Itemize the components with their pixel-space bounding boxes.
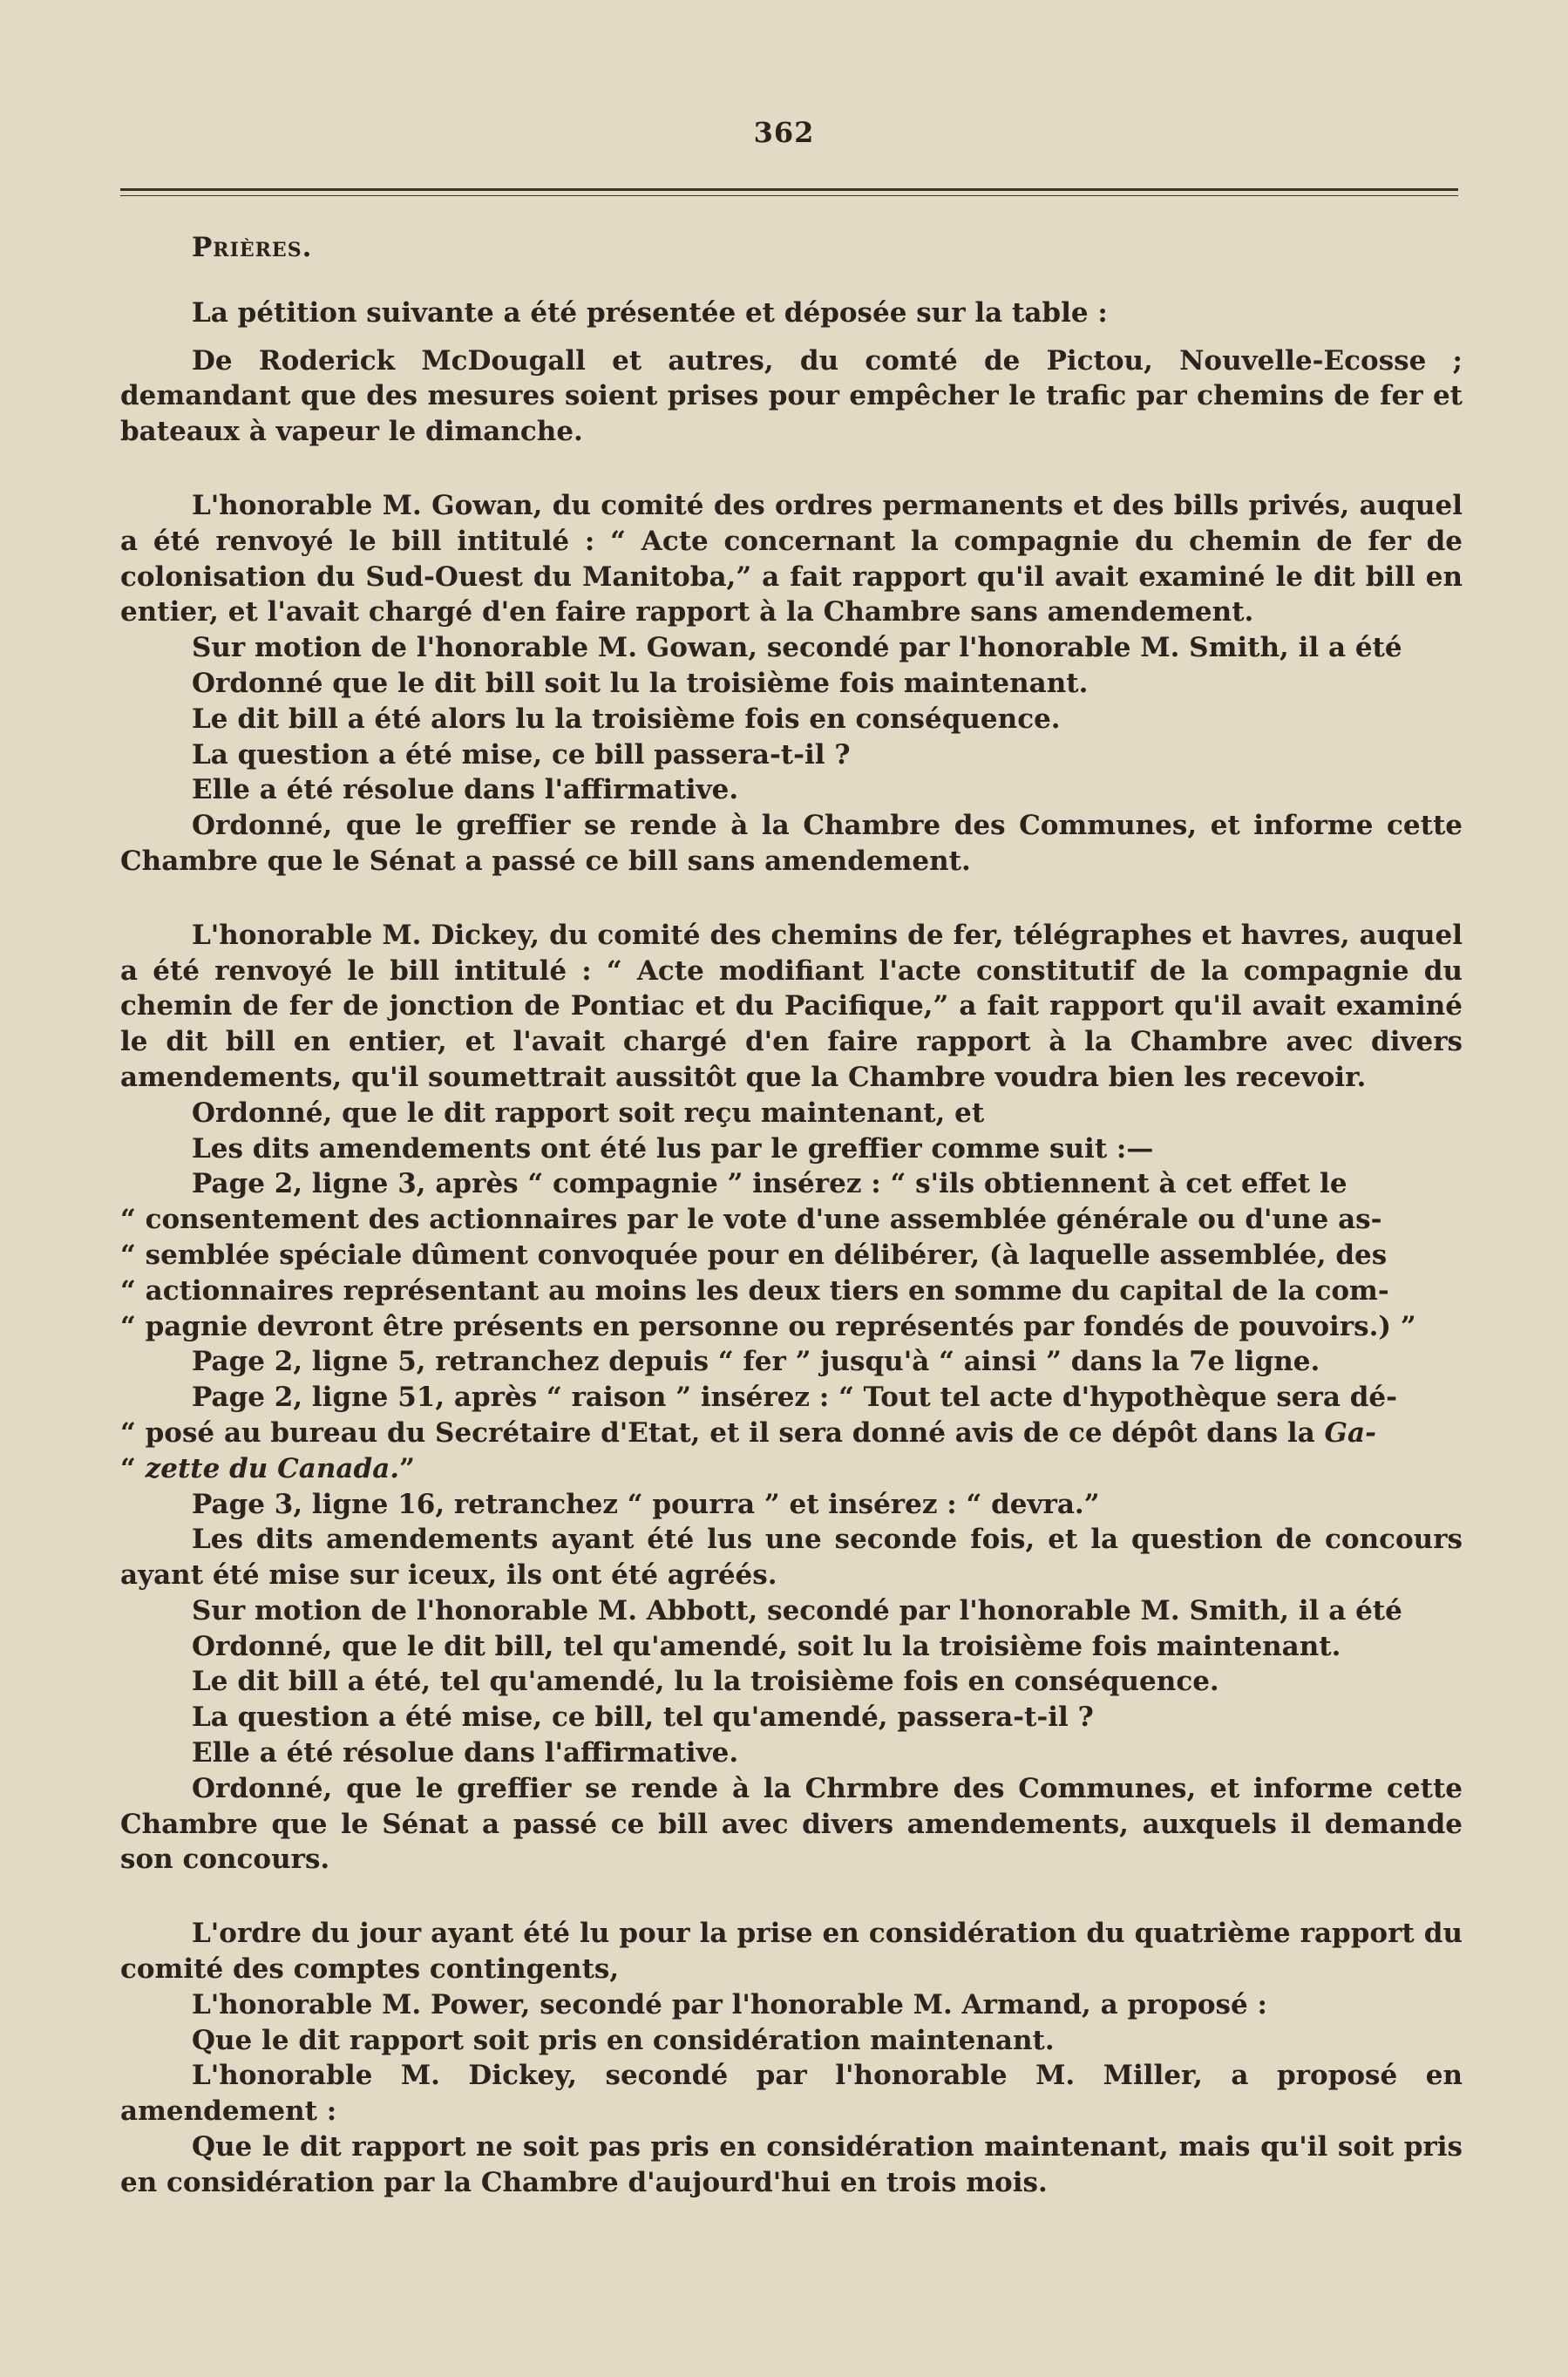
amendment-line xyxy=(120,1416,1463,1451)
amendment-line: “ semblée spéciale dûment convoquée pour en délibérer, (à laquelle assemblée, des xyxy=(120,1239,1388,1271)
section-heading: Prières. xyxy=(192,232,313,263)
spacer xyxy=(120,1878,1463,1916)
paragraph: La pétition suivante a été présentée et déposée sur la table : xyxy=(192,296,1108,329)
paragraph: De Roderick McDougall et autres, du comté de Pictou, Nouvelle-Ecosse ; demandant que des mesures soient prises pour empêcher le trafic par chemins de fer et bateaux à vapeur le dimanche. xyxy=(120,344,1463,448)
paragraph: L'honorable M. Gowan, du comité des ordres permanents et des bills privés, auquel a été renvoyé le bill intitulé : “ Acte concernant la compagnie du chemin de fer de colonisation du Sud-Ouest du Manitoba,” a fait rapport qu'il avait examiné le dit bill en entier, et l'avait chargé d'en faire rapport à la Chambre sans amendement. xyxy=(120,489,1463,628)
paragraph: L'honorable M. Dickey, du comité des chemins de fer, télégraphes et havres, auquel a été renvoyé le bill intitulé : “ Acte modifiant l'acte constitutif de la compagnie du chemin de fer de jonction de Pontiac et du Pacifique,” a fait rapport qu'il avait examiné le dit bill en entier, et l'avait chargé d'en faire rapport à la Chambre avec divers amendements, qu'il soumettrait aussitôt que la Chambre voudra bien les recevoir. xyxy=(120,919,1463,1093)
paragraph: La question a été mise, ce bill, tel qu'amendé, passera-t-il ? xyxy=(192,1701,1094,1734)
amendment-italic: Ga- xyxy=(1324,1416,1376,1449)
spacer xyxy=(120,450,1463,488)
paragraph: Le dit bill a été alors lu la troisième fois en conséquence. xyxy=(192,703,1061,735)
paragraph: L'honorable M. Power, secondé par l'honorable M. Armand, a proposé : xyxy=(192,1988,1267,2020)
amendment-line: Page 2, ligne 3, après “ compagnie ” insérez : “ s'ils obtiennent à cet effet le xyxy=(192,1168,1347,1200)
paragraph: Ordonné, que le greffier se rende à la Chrmbre des Communes, et informe cette Chambre que le Sénat a passé ce bill avec divers amendements, auxquels il demande son concours. xyxy=(120,1772,1463,1876)
amendment-line: Page 3, ligne 16, retranchez “ pourra ” et insérez : “ devra.” xyxy=(192,1488,1100,1520)
paragraph: Les dits amendements ont été lus par le greffier comme suit :— xyxy=(192,1132,1154,1165)
amendment-line: “ pagnie devront être présents en personne ou représentés par fondés de pouvoirs.) ” xyxy=(120,1310,1416,1342)
header-rule-thin xyxy=(120,195,1458,196)
paragraph: Que le dit rapport ne soit pas pris en considération maintenant, mais qu'il soit pris en considération par la Chambre d'aujourd'hui en trois mois. xyxy=(120,2131,1463,2198)
paragraph: Ordonné, que le greffier se rende à la Chambre des Communes, et informe cette Chambre que le Sénat a passé ce bill sans amendement. xyxy=(120,810,1463,877)
paragraph: L'honorable M. Dickey, secondé par l'honorable M. Miller, a proposé en amendement : xyxy=(120,2060,1463,2128)
paragraph: Sur motion de l'honorable M. Abbott, secondé par l'honorable M. Smith, il a été xyxy=(192,1594,1402,1627)
paragraph: Que le dit rapport soit pris en considération maintenant. xyxy=(192,2024,1055,2056)
amendment-italic: zette du Canada. xyxy=(145,1452,400,1484)
paragraph: Ordonné, que le dit bill, tel qu'amendé, soit lu la troisième fois maintenant. xyxy=(192,1630,1341,1662)
paragraph: Le dit bill a été, tel qu'amendé, lu la troisième fois en conséquence. xyxy=(192,1666,1219,1698)
paragraph: La question a été mise, ce bill passera-t-il ? xyxy=(192,738,851,771)
paragraph: Elle a été résolue dans l'affirmative. xyxy=(192,1737,739,1769)
amendment-line: Page 2, ligne 5, retranchez depuis “ fer ” jusqu'à “ ainsi ” dans la 7e ligne. xyxy=(192,1346,1320,1378)
paragraph: Les dits amendements ayant été lus une seconde fois, et la question de concours ayant été mise sur iceux, ils ont été agréés. xyxy=(120,1524,1463,1592)
amendment-line xyxy=(120,1451,1463,1487)
paragraph: Ordonné que le dit bill soit lu la troisième fois maintenant. xyxy=(192,667,1089,699)
amendment-line: Page 2, ligne 51, après “ raison ” insérez : “ Tout tel acte d'hypothèque sera dé- xyxy=(192,1382,1397,1414)
page-number: 362 xyxy=(753,116,815,149)
paragraph: L'ordre du jour ayant été lu pour la prise en considération du quatrième rapport du comité des comptes contingents, xyxy=(120,1918,1463,1986)
paragraph: Ordonné, que le dit rapport soit reçu maintenant, et xyxy=(192,1097,985,1129)
amendment-line: “ consentement des actionnaires par le vote d'une assemblée générale ou d'une as- xyxy=(120,1204,1382,1236)
paragraph: Elle a été résolue dans l'affirmative. xyxy=(192,774,739,806)
paragraph: Sur motion de l'honorable M. Gowan, secondé par l'honorable M. Smith, il a été xyxy=(192,632,1402,664)
quote-mark: “ xyxy=(120,1452,136,1484)
header-rule-thick xyxy=(120,188,1458,191)
amendment-text: “ posé au bureau du Secrétaire d'Etat, et il sera donné avis de ce dépôt dans la xyxy=(120,1416,1315,1449)
amendment-line: “ actionnaires représentant au moins les deux tiers en somme du capital de la com- xyxy=(120,1274,1389,1307)
spacer xyxy=(120,879,1463,918)
document-body xyxy=(120,230,1463,2201)
quote-mark: ” xyxy=(399,1452,415,1484)
